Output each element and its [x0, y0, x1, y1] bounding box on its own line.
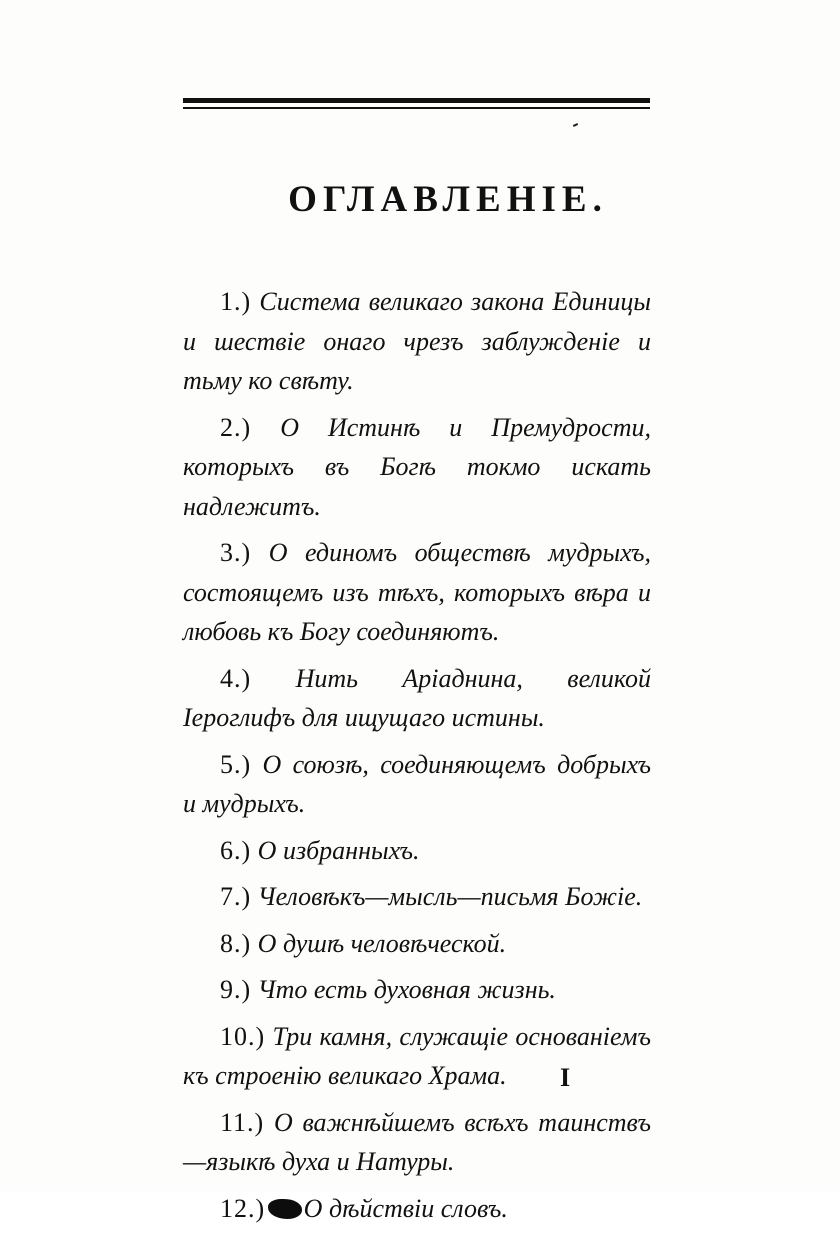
toc-entry-number: 5.) — [220, 749, 252, 779]
toc-entry-number: 2.) — [220, 412, 252, 442]
toc-entry-text: О важнѣйшемъ всѣхъ таинствъ—языкѣ духа и Натуры. — [183, 1107, 651, 1176]
toc-entry-number: 7.) — [220, 882, 252, 911]
page-title: ОГЛАВЛЕНІЕ. — [288, 179, 608, 220]
ink-blot — [268, 1199, 302, 1219]
toc-entry-9 — [183, 970, 651, 1010]
toc-entry-text: О душѣ человѣческой. — [257, 928, 507, 958]
toc-entry-number: 1.) — [220, 287, 252, 316]
toc-entry-text: Нить Аріаднина, великой Іероглифъ для ищущаго истины. — [183, 663, 651, 732]
toc-entry-4 — [183, 659, 651, 738]
toc-entry-number: 6.) — [220, 835, 252, 865]
toc-entry-number: 3.) — [220, 538, 252, 567]
toc-entry-1 — [183, 282, 651, 401]
toc-entry-text: О избранныхъ. — [257, 835, 420, 865]
toc-entry-number: 9.) — [220, 975, 252, 1004]
toc-entry-text: О дѣйствіи словъ. — [303, 1193, 508, 1223]
page-folio: I — [560, 1063, 571, 1092]
toc-entry-text: Человѣкъ—мысль—письмя Божіе. — [257, 882, 643, 911]
toc-entry-text: Что есть духовная жизнь. — [257, 975, 556, 1004]
toc-entry-7 — [183, 877, 651, 917]
toc-entry-number: 4.) — [220, 663, 252, 693]
toc-entry-6 — [183, 831, 651, 871]
toc-entry-text: Система великаго закона Единицы и шествіе онаго чрезъ заблужденіе и тьму ко свѣту. — [183, 287, 651, 395]
toc-entry-5 — [183, 745, 651, 824]
toc-entry-10 — [183, 1017, 651, 1096]
toc-entry-text: Три камня, служащіе основаніемъ къ строенію великаго Храма. — [183, 1021, 651, 1090]
toc-entry-text: О единомъ обществѣ мудрыхъ, состоящемъ изъ тѣхъ, которыхъ вѣра и любовь къ Богу соединяютъ. — [183, 538, 652, 646]
toc-entry-text: О Истинѣ и Премудрости, которыхъ въ Богѣ токмо искать надлежитъ. — [183, 412, 652, 521]
toc-entry-2 — [183, 408, 651, 527]
toc-entry-number: 12.) — [220, 1193, 266, 1223]
toc-entry-3 — [183, 533, 651, 652]
header-rule-thin — [183, 107, 650, 109]
toc-entry-number: 8.) — [220, 928, 252, 958]
toc-entry-text: О союзѣ, соединяющемъ добрыхъ и мудрыхъ. — [183, 749, 651, 818]
ink-speck — [573, 123, 578, 127]
toc-entry-number: 11.) — [220, 1107, 265, 1137]
table-of-contents — [183, 282, 651, 1235]
toc-entry-number: 10.) — [220, 1021, 266, 1051]
header-rule-thick — [183, 98, 650, 103]
toc-entry-12 — [183, 1189, 651, 1229]
toc-entry-8 — [183, 924, 651, 964]
toc-entry-11 — [183, 1103, 651, 1182]
